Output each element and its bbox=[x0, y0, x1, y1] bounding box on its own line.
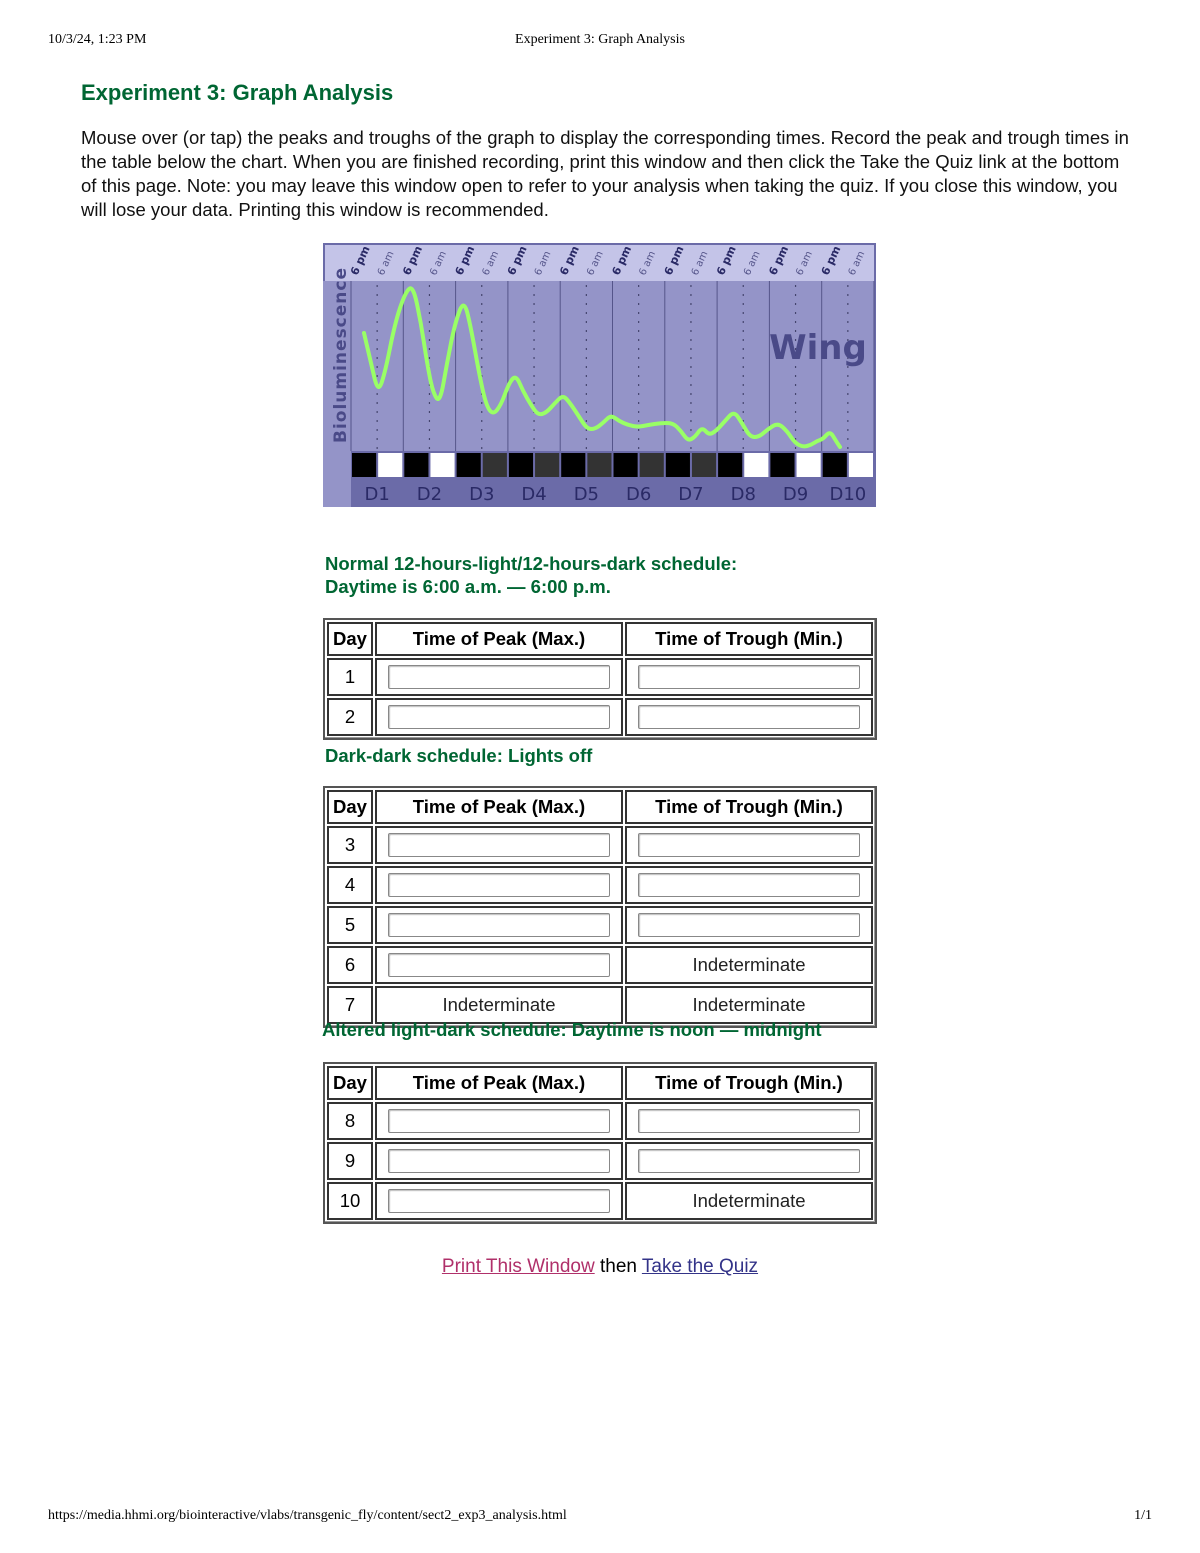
time-label: 6 am bbox=[480, 249, 502, 278]
table-row bbox=[327, 698, 873, 736]
time-label: 6 pm bbox=[661, 243, 687, 278]
trough-time-cell bbox=[625, 1102, 873, 1140]
peak-time-input[interactable] bbox=[388, 1189, 610, 1213]
trough-time-cell bbox=[625, 1142, 873, 1180]
table-normal-schedule bbox=[323, 618, 877, 740]
light-dark-segment bbox=[744, 453, 768, 477]
day-label: D2 bbox=[416, 484, 443, 505]
peak-time-cell bbox=[375, 866, 623, 904]
table-row bbox=[327, 866, 873, 904]
light-dark-segment bbox=[797, 453, 821, 477]
table-header-row bbox=[327, 1066, 873, 1100]
trough-time-cell bbox=[625, 698, 873, 736]
day-number: 7 bbox=[327, 986, 373, 1024]
schedule-normal-title bbox=[325, 552, 737, 598]
graph-tissue-label: Wing bbox=[769, 328, 867, 368]
light-dark-segment bbox=[614, 453, 638, 477]
print-page-number: 1/1 bbox=[1134, 1508, 1152, 1523]
table-row bbox=[327, 658, 873, 696]
trough-time-input[interactable] bbox=[638, 1149, 860, 1173]
header-day: Day bbox=[327, 1066, 373, 1100]
print-page-title: Experiment 3: Graph Analysis bbox=[515, 32, 685, 47]
trough-time-input[interactable] bbox=[638, 665, 860, 689]
peak-time-input[interactable] bbox=[388, 833, 610, 857]
table-row bbox=[327, 1102, 873, 1140]
trough-time-input[interactable] bbox=[638, 833, 860, 857]
time-label: 6 am bbox=[585, 249, 606, 278]
peak-time-cell bbox=[375, 826, 623, 864]
header-trough: Time of Trough (Min.) bbox=[625, 790, 873, 824]
peak-time-cell bbox=[375, 1102, 623, 1140]
light-dark-segment bbox=[823, 453, 847, 477]
take-quiz-link[interactable]: Take the Quiz bbox=[641, 1256, 759, 1277]
schedule-normal-line2: Daytime is 6:00 a.m. — 6:00 p.m. bbox=[325, 576, 611, 597]
day-label: D5 bbox=[573, 484, 600, 505]
footer-links bbox=[0, 1256, 1200, 1278]
day-number: 4 bbox=[327, 866, 373, 904]
table-altered-schedule bbox=[323, 1062, 877, 1224]
time-label: 6 pm bbox=[609, 243, 635, 278]
light-dark-segment bbox=[561, 453, 585, 477]
time-label: 6 pm bbox=[766, 243, 792, 278]
day-label: D8 bbox=[730, 484, 756, 505]
trough-time-cell bbox=[625, 658, 873, 696]
table-dark-schedule bbox=[323, 786, 877, 1028]
light-dark-segment bbox=[457, 453, 481, 477]
peak-time-cell bbox=[375, 946, 623, 984]
time-label: 6 pm bbox=[557, 243, 582, 278]
print-datetime: 10/3/24, 1:23 PM bbox=[48, 32, 147, 47]
day-label: D9 bbox=[782, 484, 809, 505]
peak-time-indeterminate: Indeterminate bbox=[375, 986, 623, 1024]
light-dark-segment bbox=[483, 453, 507, 477]
time-label: 6 pm bbox=[452, 243, 478, 278]
light-dark-segment bbox=[430, 453, 454, 477]
trough-time-cell bbox=[625, 826, 873, 864]
day-number: 10 bbox=[327, 1182, 373, 1220]
link-connector: then bbox=[599, 1256, 637, 1277]
schedule-altered-title: Altered light-dark schedule: Daytime is noon — midnight bbox=[322, 1019, 822, 1040]
bioluminescence-graph[interactable] bbox=[323, 243, 876, 507]
day-label: D7 bbox=[678, 484, 704, 505]
peak-time-cell bbox=[375, 1142, 623, 1180]
schedule-dark-title: Dark-dark schedule: Lights off bbox=[325, 745, 593, 766]
peak-time-input[interactable] bbox=[388, 873, 610, 897]
time-label: 6 am bbox=[794, 249, 816, 278]
peak-time-input[interactable] bbox=[388, 1109, 610, 1133]
light-dark-segment bbox=[640, 453, 664, 477]
time-label: 6 pm bbox=[818, 243, 844, 278]
peak-time-input[interactable] bbox=[388, 1149, 610, 1173]
print-url: https://media.hhmi.org/biointeractive/vlabs/transgenic_fly/content/sect2_exp3_analysis.html bbox=[48, 1508, 567, 1523]
trough-time-cell bbox=[625, 906, 873, 944]
day-number: 1 bbox=[327, 658, 373, 696]
day-label: D10 bbox=[829, 484, 867, 505]
peak-time-cell bbox=[375, 906, 623, 944]
time-label: 6 am bbox=[375, 249, 397, 278]
light-dark-segment bbox=[770, 453, 794, 477]
time-label: 6 am bbox=[689, 249, 711, 278]
time-label: 6 am bbox=[637, 249, 659, 278]
table-row bbox=[327, 906, 873, 944]
trough-time-indeterminate: Indeterminate bbox=[625, 1182, 873, 1220]
trough-time-indeterminate: Indeterminate bbox=[625, 986, 873, 1024]
light-dark-segment bbox=[692, 453, 716, 477]
time-label: 6 am bbox=[532, 249, 554, 278]
trough-time-input[interactable] bbox=[638, 873, 860, 897]
header-day: Day bbox=[327, 622, 373, 656]
schedule-normal-line1: Normal 12-hours-light/12-hours-dark schedule: bbox=[325, 553, 738, 574]
light-dark-segment bbox=[718, 453, 742, 477]
peak-time-cell bbox=[375, 1182, 623, 1220]
peak-time-cell bbox=[375, 658, 623, 696]
header-trough: Time of Trough (Min.) bbox=[625, 622, 873, 656]
time-label: 6 am bbox=[741, 249, 763, 278]
table-row bbox=[327, 946, 873, 984]
trough-time-input[interactable] bbox=[638, 705, 860, 729]
peak-time-input[interactable] bbox=[388, 953, 610, 977]
time-label: 6 pm bbox=[714, 243, 739, 278]
page-title: Experiment 3: Graph Analysis bbox=[81, 80, 394, 105]
header-peak: Time of Peak (Max.) bbox=[375, 1066, 623, 1100]
header-peak: Time of Peak (Max.) bbox=[375, 790, 623, 824]
day-number: 2 bbox=[327, 698, 373, 736]
day-number: 5 bbox=[327, 906, 373, 944]
light-dark-segment bbox=[849, 453, 873, 477]
day-number: 6 bbox=[327, 946, 373, 984]
peak-time-input[interactable] bbox=[388, 705, 610, 729]
trough-time-indeterminate: Indeterminate bbox=[625, 946, 873, 984]
time-label: 6 am bbox=[428, 249, 449, 278]
light-dark-segment bbox=[587, 453, 611, 477]
light-dark-segment bbox=[378, 453, 402, 477]
header-trough: Time of Trough (Min.) bbox=[625, 1066, 873, 1100]
trough-time-cell bbox=[625, 866, 873, 904]
table-row bbox=[327, 826, 873, 864]
peak-time-input[interactable] bbox=[388, 665, 610, 689]
light-dark-segment bbox=[666, 453, 690, 477]
table-header-row bbox=[327, 790, 873, 824]
day-number: 3 bbox=[327, 826, 373, 864]
time-label: 6 pm bbox=[400, 243, 426, 278]
graph-y-axis-label: Bioluminescence bbox=[331, 266, 351, 443]
light-dark-segment bbox=[404, 453, 428, 477]
day-label: D3 bbox=[469, 484, 495, 505]
light-dark-segment bbox=[509, 453, 533, 477]
light-dark-segment bbox=[535, 453, 559, 477]
peak-time-cell bbox=[375, 698, 623, 736]
table-row bbox=[327, 1142, 873, 1180]
time-label: 6 pm bbox=[504, 243, 530, 278]
header-day: Day bbox=[327, 790, 373, 824]
print-window-link[interactable]: Print This Window bbox=[441, 1256, 595, 1277]
trough-time-input[interactable] bbox=[638, 913, 860, 937]
day-number: 9 bbox=[327, 1142, 373, 1180]
time-label: 6 am bbox=[846, 249, 868, 278]
day-label: D1 bbox=[364, 484, 390, 505]
peak-time-input[interactable] bbox=[388, 913, 610, 937]
trough-time-input[interactable] bbox=[638, 1109, 860, 1133]
light-dark-segment bbox=[352, 453, 376, 477]
intro-paragraph: Mouse over (or tap) the peaks and troughs of the graph to display the corresponding times. Record the peak and trough times in the table below the chart. When you are finished recording, print this window and then click the Take the Quiz link at the bottom of this page. Note: you may leave this window open to refer to your analysis when taking the quiz. If you close this window, you will lose your data. Printing this window is recommended. bbox=[81, 127, 1129, 220]
table-row bbox=[327, 1182, 873, 1220]
header-peak: Time of Peak (Max.) bbox=[375, 622, 623, 656]
day-label: D6 bbox=[625, 484, 652, 505]
time-label: 6 pm bbox=[347, 243, 373, 278]
day-number: 8 bbox=[327, 1102, 373, 1140]
day-label: D4 bbox=[521, 484, 547, 505]
table-header-row bbox=[327, 622, 873, 656]
